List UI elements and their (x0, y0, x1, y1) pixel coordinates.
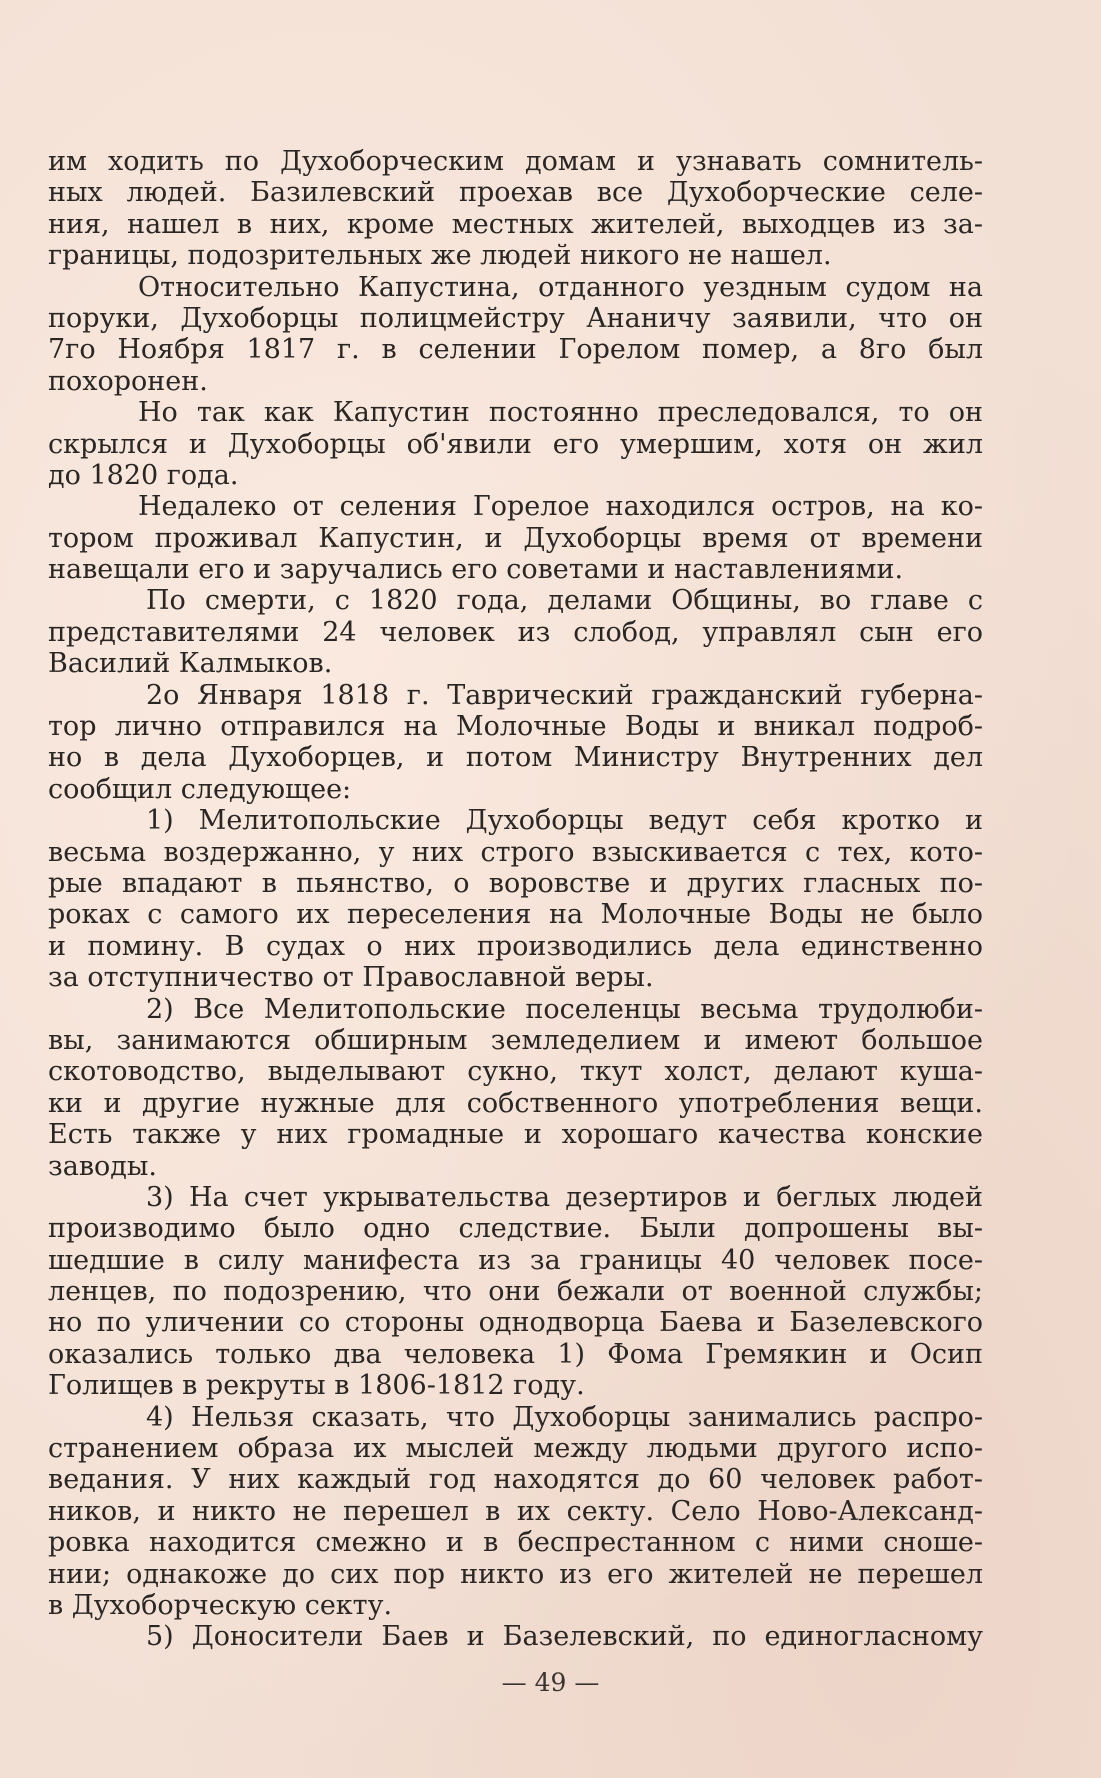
text-line: весьма воздержанно, у них строго взыскивается с тех, кото- (48, 836, 983, 868)
text-line: им ходить по Духоборческим домам и узнавать сомнитель- (48, 146, 983, 177)
text-line: ровка находится смежно и в беспрестанном с ними сноше- (48, 1527, 983, 1559)
text-line: ных людей. Базилевский проехав все Духоборческие селе- (48, 177, 983, 209)
text-line: Голищев в рекруты в 1806-1812 году. (48, 1370, 585, 1402)
text-line: в Духоборческую секту. (48, 1589, 393, 1621)
text-line: роках с самого их переселения на Молочные Воды не было (48, 899, 983, 931)
text-line: скрылся и Духоборцы об'явили его умершим, хотя он жил (48, 428, 983, 460)
text-line: ния, нашел в них, кроме местных жителей, выходцев из за- (48, 208, 983, 240)
text-line: странением образа их мыслей между людьми другого испо- (48, 1433, 983, 1465)
text-line: навещали его и заручались его советами и наставлениями. (48, 554, 904, 586)
text-line: нии; однакоже до сих пор никто из его жителей не перешел (48, 1558, 983, 1590)
text-line: рые впадают в пьянство, о воровстве и других гласных по- (48, 867, 983, 899)
text-line: тор лично отправился на Молочные Воды и вникал подроб- (48, 711, 983, 743)
text-line: шедшие в силу манифеста из за границы 40 человек посе- (48, 1244, 983, 1276)
text-line: заводы. (48, 1150, 157, 1182)
text-line: но по уличении со стороны однодворца Баева и Базелевского (48, 1307, 983, 1339)
text-line: Относительно Капустина, отданного уездным судом на (138, 271, 983, 303)
text-line: 1) Мелитопольские Духоборцы ведут себя кротко и (146, 805, 983, 837)
text-line: ки и другие нужные для собственного употребления вещи. (48, 1087, 983, 1119)
text-line: границы, подозрительных же людей никого не нашел. (48, 240, 832, 272)
text-line: Но так как Капустин постоянно преследовался, то он (138, 397, 983, 429)
text-line: производимо было одно следствие. Были допрошены вы- (48, 1213, 983, 1245)
text-line: вы, занимаются обширным земледелием и имеют большое (48, 1024, 983, 1056)
text-line: представителями 24 человек из слобод, управлял сын его (48, 616, 983, 648)
page-number: — 49 — (501, 1668, 600, 1697)
text-line: ников, и никто не перешел в их секту. Село Ново-Александ- (48, 1495, 983, 1527)
text-line: 2) Все Мелитопольские поселенцы весьма трудолюби- (146, 993, 983, 1025)
text-line: до 1820 года. (48, 459, 239, 491)
text-line: Есть также у них громадные и хорошаго качества конские (48, 1119, 983, 1151)
text-line: сообщил следующее: (48, 773, 352, 805)
text-line: оказались только два человека 1) Фома Гремякин и Осип (48, 1338, 983, 1370)
text-line: ведания. У них каждый год находятся до 60 человек работ- (48, 1464, 983, 1496)
text-line: 3) На счет укрывательства дезертиров и беглых людей (146, 1181, 983, 1213)
text-line: но в дела Духоборцев, и потом Министру Внутренних дел (48, 742, 983, 774)
text-line: похоронен. (48, 365, 208, 397)
text-line: 4) Нельзя сказать, что Духоборцы занимались распро- (146, 1401, 983, 1433)
page-body-text (48, 146, 983, 1653)
text-line: за отступничество от Православной веры. (48, 962, 654, 994)
text-line: поруки, Духоборцы полицмейстру Ананичу заявили, что он (48, 302, 983, 334)
text-line: и помину. В судах о них производились дела единственно (48, 930, 983, 962)
text-line: ленцев, по подозрению, что они бежали от военной службы; (48, 1276, 983, 1308)
text-line: 5) Доносители Баев и Базелевский, по единогласному (146, 1621, 983, 1653)
text-line: По смерти, с 1820 года, делами Общины, во главе с (146, 585, 983, 617)
text-line: скотоводство, выделывают сукно, ткут холст, делают куша- (48, 1056, 983, 1088)
text-line: тором проживал Капустин, и Духоборцы время от времени (48, 522, 983, 554)
text-line: 7го Ноября 1817 г. в селении Горелом помер, а 8го был (48, 334, 983, 366)
text-line: 2о Января 1818 г. Таврический гражданский губерна- (146, 679, 983, 711)
text-line: Недалеко от селения Горелое находился остров, на ко- (138, 491, 983, 523)
text-line: Василий Калмыков. (48, 648, 333, 680)
